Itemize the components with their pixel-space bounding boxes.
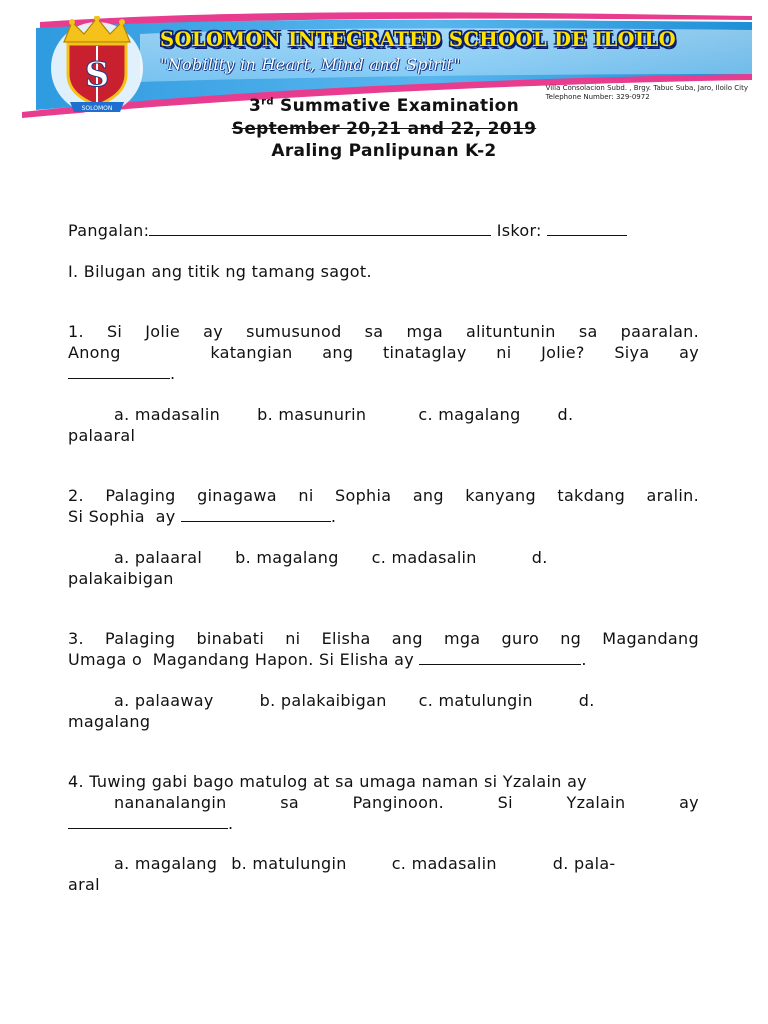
choice-d-text[interactable]: aral — [68, 875, 100, 894]
choice-a[interactable]: a. palaaway — [114, 691, 214, 710]
address-line: Villa Consolacion Subd. , Brgy. Tabuc Suba, Jaro, Iloilo City — [545, 84, 748, 92]
choice-b[interactable]: b. matulungin — [231, 854, 347, 873]
school-motto: "Nobility in Heart, Mind and Spirit" — [160, 55, 461, 74]
svg-text:S: S — [84, 55, 110, 95]
name-score-row — [68, 221, 627, 240]
choice-d-text[interactable]: palakaibigan — [68, 569, 174, 588]
choice-a[interactable]: a. magalang — [114, 854, 218, 873]
question-4-line-1: 4. Tuwing gabi bago matulog at sa umaga naman si Yzalain ay — [68, 772, 587, 791]
choice-d-text[interactable]: palaaral — [68, 426, 136, 445]
exam-dates: September 20,21 and 22, 2019 — [231, 119, 537, 139]
choice-c[interactable]: c. madasalin — [391, 854, 497, 873]
choice-d-text[interactable]: magalang — [68, 712, 151, 731]
question-1-line-2: Anong katangian ang tinataglay ni Jolie? Siya ay — [68, 343, 699, 362]
question-2-choices — [68, 548, 700, 590]
name-blank[interactable] — [149, 221, 491, 236]
score-blank[interactable] — [547, 221, 627, 236]
exam-title: 3rd Summative Examination — [249, 96, 519, 116]
question-2-line-1: 2. Palaging ginagawa ni Sophia ang kanyang takdang aralin. — [68, 486, 699, 505]
question-1: 1. Si Jolie ay sumusunod sa mga alituntunin sa paaralan. Anong katangian ang tinataglay ni Jolie? Siya ay . — [68, 322, 699, 383]
choice-a[interactable]: a. palaaral — [114, 548, 203, 567]
answer-blank[interactable] — [68, 814, 228, 829]
choice-b[interactable]: b. masunurin — [257, 405, 367, 424]
question-2 — [68, 486, 699, 528]
choice-d[interactable]: d. — [578, 691, 595, 710]
choice-c[interactable]: c. madasalin — [371, 548, 477, 567]
question-4-line-2: nananalangin sa Panginoon. Si Yzalain ay — [114, 793, 699, 812]
svg-text:SOLOMON: SOLOMON — [81, 105, 113, 112]
name-label: Pangalan: — [68, 221, 150, 240]
telephone-line: Telephone Number: 329-0972 — [545, 93, 650, 101]
score-label: Iskor: — [496, 221, 542, 240]
instruction: I. Bilugan ang titik ng tamang sagot. — [68, 262, 372, 281]
answer-blank[interactable] — [419, 650, 581, 665]
question-1-choices — [68, 405, 700, 447]
choice-c[interactable]: c. magalang — [418, 405, 521, 424]
choice-a[interactable]: a. madasalin — [114, 405, 221, 424]
question-3 — [68, 629, 699, 671]
question-4-choices — [68, 854, 700, 896]
answer-blank[interactable] — [68, 364, 170, 379]
question-3-line-2: Umaga o Magandang Hapon. Si Elisha ay . — [68, 650, 587, 669]
choice-b[interactable]: b. magalang — [235, 548, 339, 567]
question-4: 4. Tuwing gabi bago matulog at sa umaga naman si Yzalain ay nananalangin sa Panginoon. Si Yzalain ay . — [68, 772, 699, 833]
choice-b[interactable]: b. palakaibigan — [259, 691, 387, 710]
school-name: SOLOMON INTEGRATED SCHOOL DE ILOILO — [160, 28, 676, 51]
question-3-choices — [68, 691, 700, 733]
choice-d[interactable]: d. — [557, 405, 574, 424]
choice-d[interactable]: d. — [531, 548, 548, 567]
answer-blank[interactable] — [181, 507, 331, 522]
question-3-line-1: 3. Palaging binabati ni Elisha ang mga guro ng Magandang — [68, 629, 699, 648]
exam-subject: Araling Panlipunan K-2 — [271, 141, 497, 161]
choice-c[interactable]: c. matulungin — [418, 691, 533, 710]
question-2-line-2: Si Sophia ay . — [68, 507, 337, 526]
choice-d[interactable]: d. pala- — [552, 854, 616, 873]
question-1-line-1: 1. Si Jolie ay sumusunod sa mga alituntunin sa paaralan. — [68, 322, 699, 341]
